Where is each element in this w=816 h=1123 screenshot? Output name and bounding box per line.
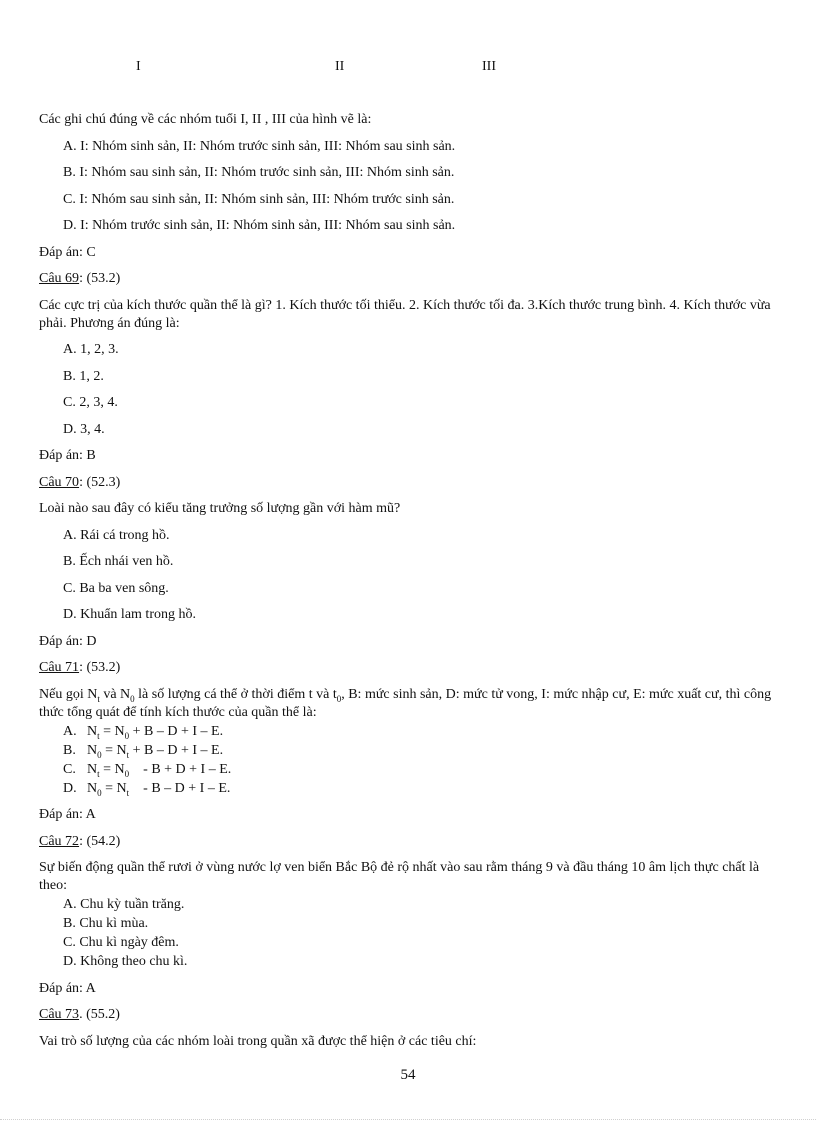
question-text: Loài nào sau đây có kiểu tăng trưởng số lượng gần với hàm mũ? [39, 501, 401, 516]
question-heading [39, 270, 779, 288]
option-d: D. Khuẩn lam trong hồ. [63, 607, 196, 622]
question-text: Vai trò số lượng của các nhóm loài trong quần xã được thể hiện ở các tiêu chí: [39, 1033, 477, 1049]
option-a: A. Chu kỳ tuần trăng. [63, 897, 185, 912]
question-ref: . (55.2) [79, 1007, 120, 1022]
option-a: A. I: Nhóm sinh sản, II: Nhóm trước sinh sản, III: Nhóm sau sinh sản. [63, 138, 456, 154]
question-number: Câu 72 [39, 833, 80, 849]
question-number: Câu 70 [39, 474, 80, 490]
option-c: C. 2, 3, 4. [63, 395, 118, 410]
option-c: C. Ba ba ven sông. [63, 580, 169, 596]
question-text: Các ghi chú đúng về các nhóm tuổi I, II , III của hình vẽ là: [39, 112, 372, 127]
option-c: C. Chu kì ngày đêm. [63, 935, 179, 950]
figure-label-iii: III [482, 59, 496, 74]
question-heading [39, 833, 779, 851]
document-body [39, 111, 779, 1059]
option-c: C. $N_t = N_0$ - B + D + I – E. [63, 761, 232, 779]
option-b: B. Ếch nhái ven hồ. [63, 554, 174, 569]
question-heading [39, 659, 779, 677]
question-ref: : (53.2) [79, 660, 121, 675]
question-text: Sự biến động quần thể rươi ở vùng nước lợ ven biển Bắc Bộ đẻ rộ nhất vào sau rằm tháng 9 và đầu tháng 10 âm lịch thực chất là theo: [39, 860, 760, 893]
question-ref: : (52.3) [79, 474, 121, 490]
question-text: Nếu gọi $N_t$ và $N_0$ là số lượng cá thể ở thời điểm t và $t_0$, B: mức sinh sản, D: mức tử vong, I: mức nhập cư, E: mức xuất cư, thì công thức tổng quát để tính kích thước của quần thể là: [39, 686, 772, 720]
question-number: Câu 71 [39, 660, 80, 675]
option-c: C. I: Nhóm sau sinh sản, II: Nhóm sinh sản, III: Nhóm trước sinh sản. [63, 191, 455, 207]
option-b: B. I: Nhóm sau sinh sản, II: Nhóm trước sinh sản, III: Nhóm sinh sản. [63, 165, 455, 180]
option-d: D. 3, 4. [63, 421, 105, 437]
question-heading [39, 1006, 779, 1024]
answer: Đáp án: B [39, 448, 96, 463]
answer: Đáp án: C [39, 244, 96, 260]
answer: Đáp án: A [39, 980, 96, 996]
page-divider [0, 1119, 816, 1120]
option-a: A. Rái cá trong hồ. [63, 527, 170, 543]
option-d: D. Không theo chu kì. [63, 954, 188, 969]
question-number: Câu 73 [39, 1007, 80, 1022]
question-ref: : (53.2) [79, 271, 121, 286]
option-d: D. I: Nhóm trước sinh sản, II: Nhóm sinh sản, III: Nhóm sau sinh sản. [63, 218, 456, 233]
answer: Đáp án: D [39, 633, 97, 649]
option-a: A. 1, 2, 3. [63, 342, 119, 357]
question-number: Câu 69 [39, 271, 80, 286]
question-heading [39, 474, 779, 492]
question-ref: : (54.2) [79, 833, 121, 849]
option-b: B. $N_0 = N_t + B - D + I - E$. [63, 742, 224, 760]
question-text: Các cực trị của kích thước quần thể là gì? 1. Kích thước tối thiểu. 2. Kích thước tối đa. 3.Kích thước trung bình. 4. Kích thước vừa phải. Phương án đúng là: [39, 297, 771, 331]
answer: Đáp án: A [39, 807, 96, 822]
option-a: A. $N_t = N_0 + B - D + I - E$. [63, 723, 224, 741]
page-number: 54 [400, 1067, 416, 1083]
figure-label-ii: II [335, 59, 345, 74]
option-b: B. Chu kì mùa. [63, 916, 149, 931]
option-b: B. 1, 2. [63, 368, 104, 384]
option-d: D. $N_0 = N_t$ - B – D + I – E. [63, 780, 231, 798]
figure-label-i: I [136, 59, 141, 74]
